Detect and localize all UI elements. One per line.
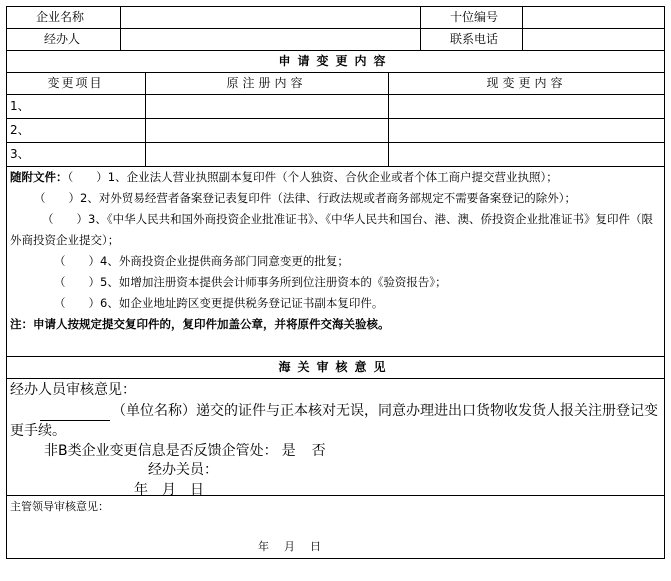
rule <box>6 118 665 119</box>
attachment-text: （ ）1、企业法人营业执照副本复印件（个人独资、合伙企业或者个体工商户提交营业执照）； <box>67 170 558 184</box>
handler-officer-label: 经办关员： <box>148 462 218 478</box>
attachments-label: 随附文件： <box>10 170 68 184</box>
border-top <box>6 6 665 7</box>
attachments-note: 注：申请人按规定提交复印件的，复印件加盖公章，并将原件交海关验核。 <box>10 317 390 331</box>
change-row-number: 3、 <box>10 147 30 161</box>
change-item-header: 变更项目 <box>47 76 104 90</box>
rule <box>6 356 665 357</box>
yes-option: 是 <box>281 443 296 459</box>
unit-name-blank <box>40 408 110 421</box>
feedback-question <box>44 441 326 461</box>
customs-review-title: 海关审核意见 <box>278 360 393 374</box>
company-name-label: 企业名称 <box>36 10 85 24</box>
attachment-item-1 <box>10 167 660 188</box>
attachment-item-4: （ ）4、外商投资企业提供商务部门同意变更的批复； <box>54 254 349 268</box>
rule <box>6 378 665 379</box>
attachment-item-5: （ ）5、如增加注册资本提供会计师事务所到位注册资本的《验资报告》； <box>54 275 447 289</box>
handler-label: 经办人 <box>44 32 81 46</box>
feedback-question-text: 非B类企业变更信息是否反馈企管处： <box>44 443 278 459</box>
attachment-item-2: （ ）2、对外贸易经营者备案登记表复印件（法律、行政法规或者商务部规定不需要备案登记的除外）； <box>34 191 577 205</box>
contact-phone-label: 联系电话 <box>450 32 499 46</box>
application-change-title: 申请变更内容 <box>278 54 393 68</box>
attachments-block <box>10 167 660 335</box>
rule <box>420 6 421 50</box>
current-change-header: 现变更内容 <box>486 76 567 90</box>
rule <box>522 6 523 50</box>
no-option: 否 <box>311 443 326 459</box>
change-row-number: 1、 <box>10 99 30 113</box>
ten-digit-code-label: 十位编号 <box>450 10 499 24</box>
attachment-item-3 <box>10 209 660 251</box>
change-row-number: 2、 <box>10 123 30 137</box>
original-content-header: 原注册内容 <box>226 76 307 90</box>
review-statement <box>10 401 660 441</box>
rule <box>6 94 665 95</box>
rule <box>6 142 665 143</box>
attachment-item-6: （ ）6、如企业地址跨区变更提供税务登记证书副本复印件。 <box>54 296 384 310</box>
rule <box>6 72 665 73</box>
rule <box>6 495 665 496</box>
rule <box>6 28 665 29</box>
supervisor-date: 年 月 日 <box>258 540 323 553</box>
border-bottom <box>6 558 665 559</box>
rule <box>6 50 665 51</box>
handler-review-label: 经办人员审核意见： <box>10 382 136 398</box>
review-statement-text: （单位名称）递交的证件与正本核对无误，同意办理进出口货物收发货人报关注册登记变更手续。 <box>10 403 658 439</box>
attachment-text: （ ）3、《中华人民共和国外商投资企业批准证书》、《中华人民共和国台、港、澳、侨投资企业批准证书》复印件（限外商投资企业提交）； <box>10 212 654 247</box>
rule <box>120 6 121 50</box>
handler-date: 年 月 日 <box>134 482 204 498</box>
supervisor-review-label: 主管领导审核意见： <box>10 500 109 513</box>
